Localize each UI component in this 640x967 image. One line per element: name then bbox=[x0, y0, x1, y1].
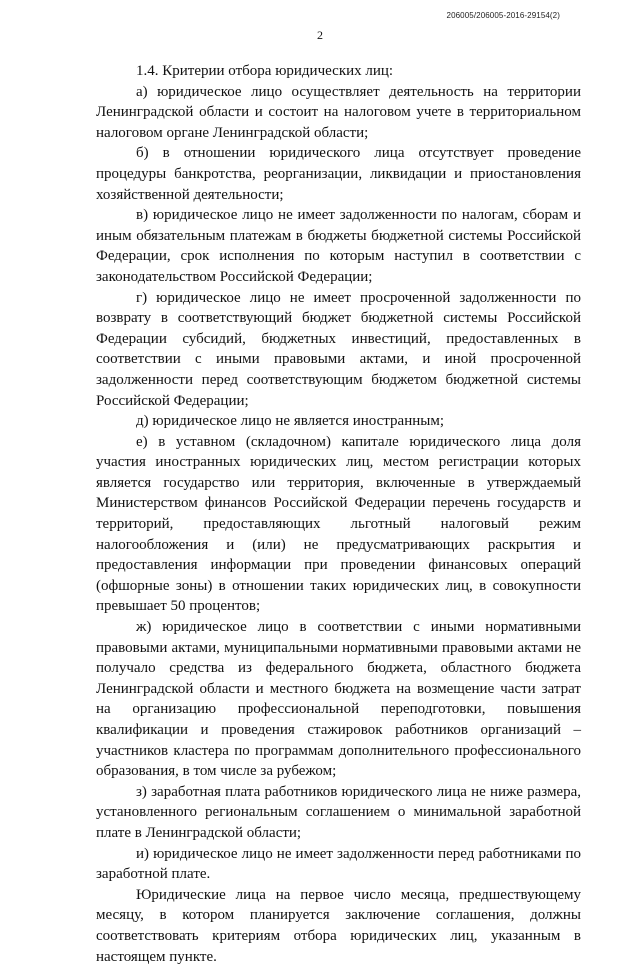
closing-paragraph: Юридические лица на первое число месяца, предшествующему месяцу, в котором планируется заключение соглашения, должны соответствовать критериям отбора юридических лиц, указанным в настоящем пункте. bbox=[96, 886, 581, 965]
criterion-e: е) в уставном (складочном) капитале юридического лица доля участия иностранных юридических лиц, местом регистрации которых является государство или территория, включенные в утверждаемый Министерством финансов Российской Федерации перечень государств и территорий, предоставляющих льготный налоговый режим налогообложения и (или) не предусматривающих раскрытия и предоставления информации при проведении финансовых операций (офшорные зоны) в отношении таких юридических лиц, в совокупности превышает 50 процентов; bbox=[96, 433, 581, 615]
criterion-d: д) юридическое лицо не является иностранным; bbox=[136, 413, 444, 430]
section-heading: 1.4. Критерии отбора юридических лиц: bbox=[136, 63, 394, 79]
criterion-z: з) заработная плата работников юридического лица не ниже размера, установленного региональным соглашением о минимальной заработной плате в Ленинградской области; bbox=[96, 783, 581, 841]
criterion-g: г) юридическое лицо не имеет просроченной задолженности по возврату в соответствующий бюджет бюджетной системы Российской Федерации субсидий, бюджетных инвестиций, предоставленных в соответствии с иными правовыми актами, и иной просроченной задолженности перед соответствующим бюджетом бюджетной системы Российской Федерации; bbox=[96, 289, 581, 409]
page-number: 2 bbox=[317, 28, 323, 42]
criterion-v: в) юридическое лицо не имеет задолженности по налогам, сборам и иным обязательным платежам в бюджеты бюджетной системы Российской Федерации, срок исполнения по которым наступил в соответствии с законодательством Российской Федерации; bbox=[96, 207, 581, 285]
document-id: 206005/206005-2016-29154(2) bbox=[446, 11, 560, 20]
document-body bbox=[96, 61, 581, 967]
criterion-i: и) юридическое лицо не имеет задолженности перед работниками по заработной плате. bbox=[96, 845, 581, 883]
criterion-b: б) в отношении юридического лица отсутствует проведение процедуры банкротства, реорганизации, ликвидации и приостановления хозяйственной деятельности; bbox=[96, 145, 581, 203]
criterion-zh: ж) юридическое лицо в соответствии с иными нормативными правовыми актами, муниципальными нормативными правовыми актами не получало средства из федерального бюджета, областного бюджета Ленинградской области и местного бюджета на возмещение части затрат на организацию профессиональной переподготовки, повышения квалификации и проведения стажировок работников организаций – участников кластера по программам дополнительного профессионального образования, в том числе за рубежом; bbox=[96, 619, 581, 780]
criterion-a: а) юридическое лицо осуществляет деятельность на территории Ленинградской области и состоит на налоговом учете в территориальном налоговом органе Ленинградской области; bbox=[96, 83, 581, 141]
